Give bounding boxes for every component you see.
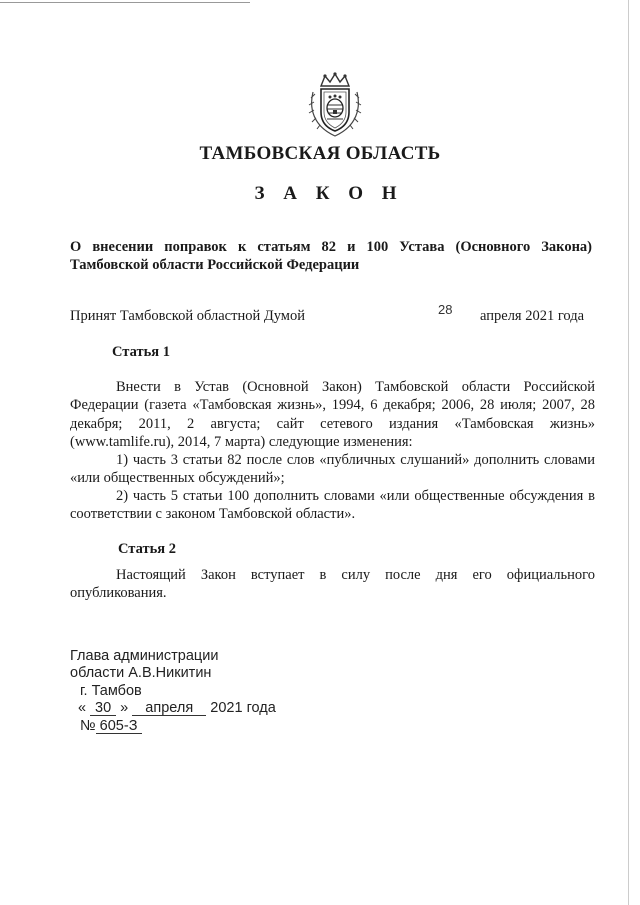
date-quote-open: « — [78, 700, 87, 716]
date-year: 2021 года — [210, 700, 276, 716]
article-1-item-1: 1) часть 3 статьи 82 после слов «публичных слушаний» дополнить словами «или общественных обсуждений»; — [70, 452, 595, 487]
number-value: 605-З — [96, 719, 142, 734]
signing-date — [78, 700, 276, 716]
article-1-item-2: 2) часть 5 статьи 100 дополнить словами «или общественные обсуждения в соответствии с законом Тамбовской области». — [70, 488, 595, 523]
region-title: ТАМБОВСКАЯ ОБЛАСТЬ — [199, 143, 441, 164]
number-sign: № — [80, 718, 96, 734]
law-subject-heading: О внесении поправок к статьям 82 и 100 Устава (Основного Закона) Тамбовской области Российской Федерации — [70, 239, 592, 273]
date-month: апреля — [132, 701, 206, 716]
article-1-title: Статья 1 — [112, 344, 170, 360]
place-of-signing: г. Тамбов — [80, 683, 142, 699]
adopted-day: 28 — [438, 302, 453, 317]
article-2-text: Настоящий Закон вступает в силу после дня его официального опубликования. — [70, 567, 595, 602]
date-day: 30 — [90, 701, 116, 716]
law-number — [80, 718, 142, 734]
scan-top-line — [0, 2, 250, 3]
scan-edge-line — [628, 0, 629, 905]
coat-of-arms-emblem — [303, 72, 367, 140]
adopted-month-year: апреля 2021 года — [480, 308, 585, 324]
document-type-title: З А К О Н — [254, 183, 404, 204]
adopted-by-label: Принят Тамбовской областной Думой — [70, 308, 305, 324]
date-quote-close: » — [120, 700, 129, 716]
article-1-intro: Внести в Устав (Основной Закон) Тамбовской области Российской Федерации (газета «Тамбовская жизнь», 1994, 6 декабря; 2006, 28 июля; 2007, 28 декабря; 2011, 2 августа; сайт сетевого издания «Тамбовская жизнь» (www.tamlife.ru), 2014, 7 марта) следующие изменения: — [70, 379, 595, 450]
signature-position: Глава администрации — [70, 648, 219, 664]
signature-name: области А.В.Никитин — [70, 665, 212, 681]
signature-block — [70, 648, 218, 682]
article-2-title: Статья 2 — [118, 541, 176, 557]
